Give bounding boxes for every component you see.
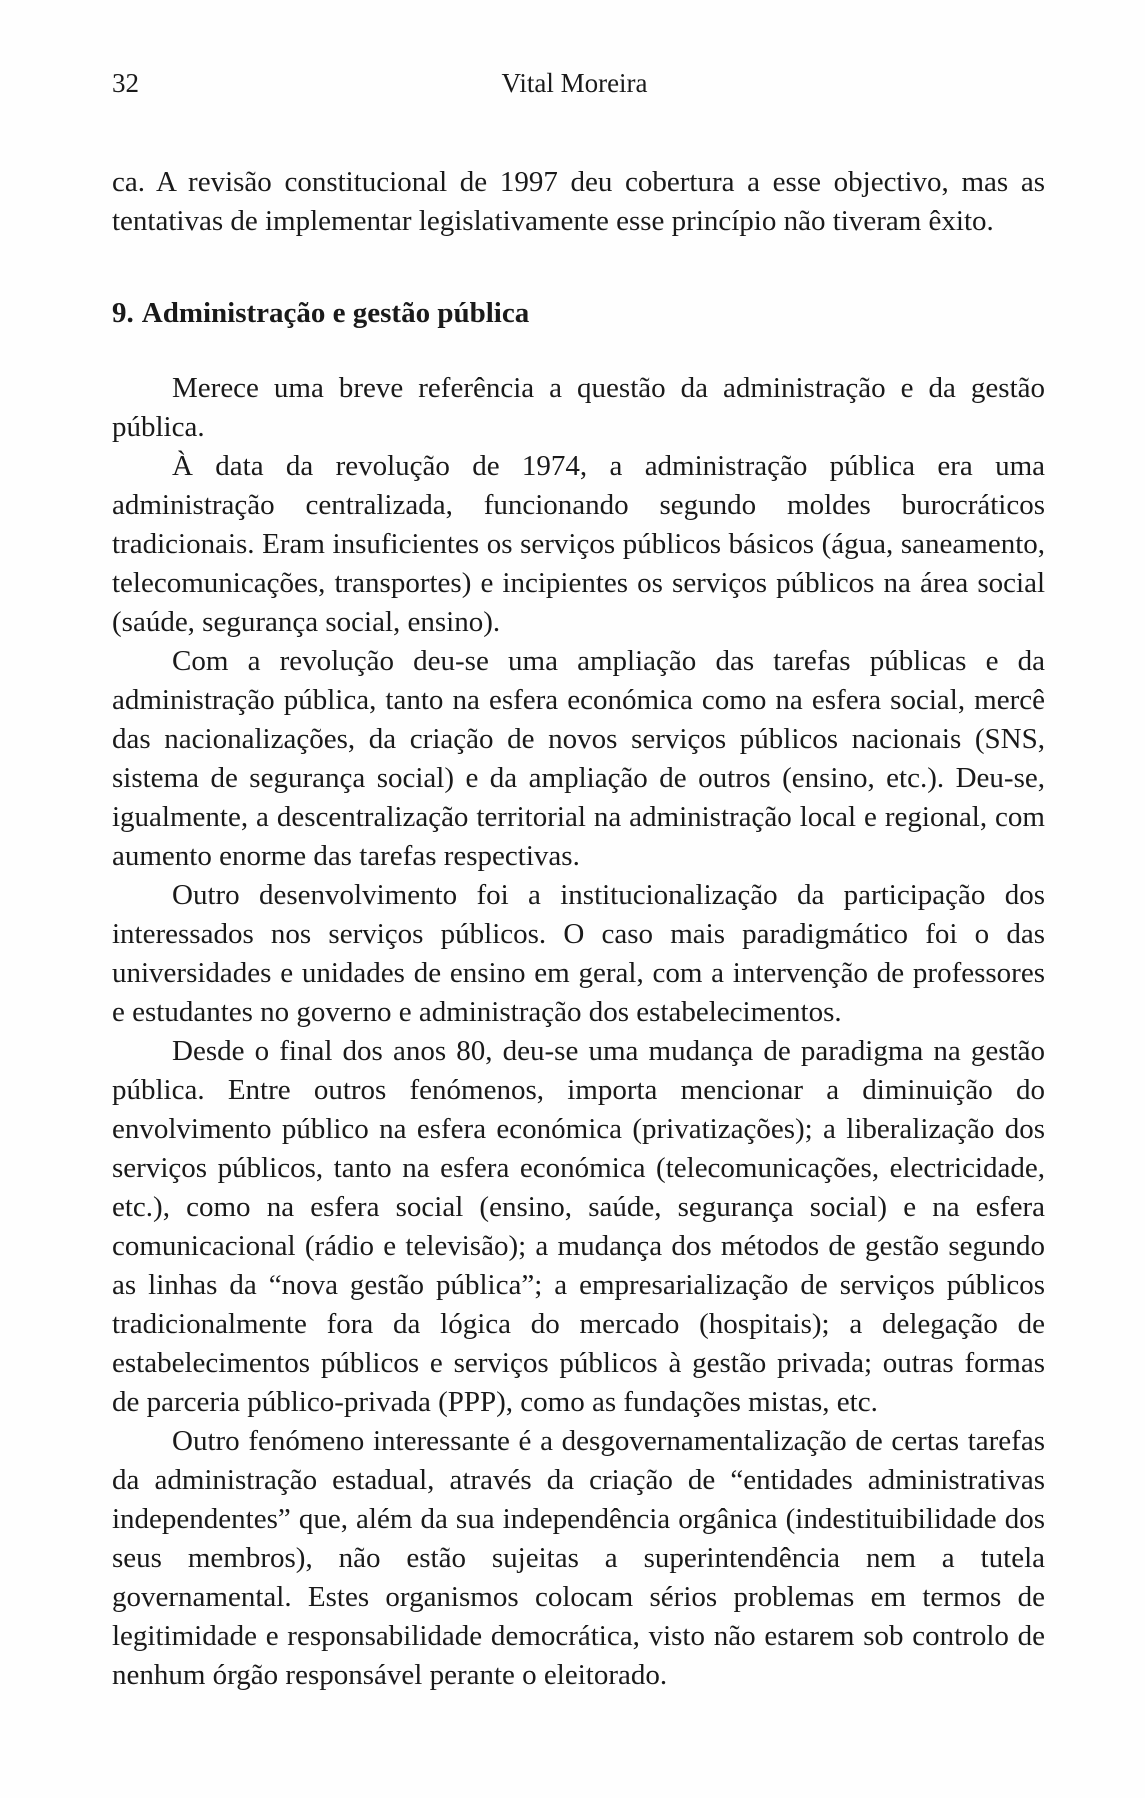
- section-number: 9.: [112, 297, 134, 329]
- section-title: Administração e gestão pública: [141, 297, 530, 329]
- running-title-author: Vital Moreira: [501, 68, 648, 98]
- page-number: 32: [112, 68, 139, 98]
- body-text: [112, 163, 1045, 1695]
- paragraph: Desde o final dos anos 80, deu-se uma mudança de paradigma na gestão pública. Entre outros fenómenos, importa mencionar a diminuição do envolvimento público na esfera económica (privatizações); a liberalização dos serviços públicos, tanto na esfera económica (telecomunicações, electricidade, etc.), como na esfera social (ensino, saúde, segurança social) e na esfera comunicacional (rádio e televisão); a mudança dos métodos de gestão segundo as linhas da “nova gestão pública”; a empresarialização de serviços públicos tradicionalmente fora da lógica do mercado (hospitais); a delegação de estabelecimentos públicos e serviços públicos à gestão privada; outras formas de parceria público-privada (PPP), como as fundações mistas, etc.: [112, 1035, 1045, 1418]
- paragraph: Com a revolução deu-se uma ampliação das tarefas públicas e da administração pública, tanto na esfera económica como na esfera social, mercê das nacionalizações, da criação de novos serviços públicos nacionais (SNS, sistema de segurança social) e da ampliação de outros (ensino, etc.). Deu-se, igualmente, a descentralização territorial na administração local e regional, com aumento enorme das tarefas respectivas.: [112, 645, 1045, 872]
- section-heading: [112, 294, 1045, 333]
- paragraph: Outro fenómeno interessante é a desgovernamentalização de certas tarefas da administração estadual, através da criação de “entidades administrativas independentes” que, além da sua independência orgânica (indestituibilidade dos seus membros), não estão sujeitas a superintendência nem a tutela governamental. Estes organismos colocam sérios problemas em termos de legitimidade e responsabilidade democrática, visto não estarem sob controlo de nenhum órgão responsável perante o eleitorado.: [112, 1425, 1045, 1691]
- continuation-paragraph: ca. A revisão constitucional de 1997 deu cobertura a esse objectivo, mas as tentativas de implementar legislativamente esse princípio não tiveram êxito.: [112, 166, 1045, 237]
- paragraph: Outro desenvolvimento foi a institucionalização da participação dos interessados nos serviços públicos. O caso mais paradigmático foi o das universidades e unidades de ensino em geral, com a intervenção de professores e estudantes no governo e administração dos estabelecimentos.: [112, 879, 1045, 1028]
- running-head: [112, 66, 1037, 100]
- paragraph: Merece uma breve referência a questão da administração e da gestão pública.: [112, 372, 1045, 443]
- paragraph: À data da revolução de 1974, a administração pública era uma administração centralizada, funcionando segundo moldes burocráticos tradicionais. Eram insuficientes os serviços públicos básicos (água, saneamento, telecomunicações, transportes) e incipientes os serviços públicos na área social (saúde, segurança social, ensino).: [112, 450, 1045, 638]
